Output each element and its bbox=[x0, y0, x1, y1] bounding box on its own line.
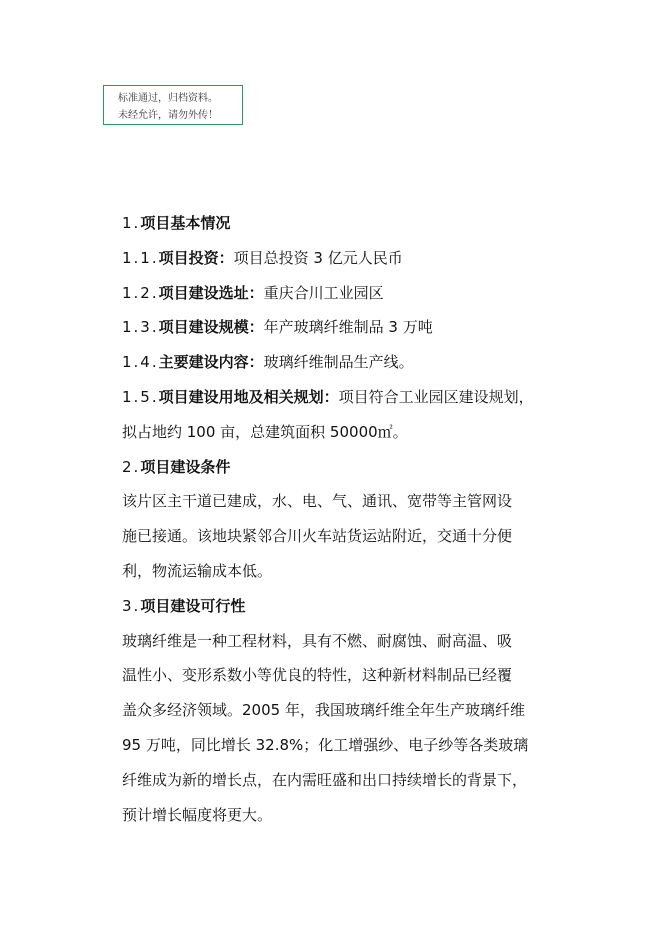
item-label: 项目建设选址： bbox=[158, 283, 264, 302]
section-title: 项目基本情况 bbox=[140, 214, 231, 232]
item-number: 1.5. bbox=[122, 387, 159, 406]
item-number: 1.1. bbox=[122, 248, 159, 267]
item-label: 主要建设内容： bbox=[158, 353, 264, 372]
item-number: 1.4. bbox=[122, 353, 159, 372]
paragraph-line: 95 万吨，同比增长 32.8%；化工增强纱、电子纱等各类玻璃 bbox=[122, 735, 529, 754]
item-label: 项目建设规模： bbox=[158, 318, 264, 337]
item-1-4 bbox=[122, 345, 542, 380]
paragraph-line: 该片区主干道已建成，水、电、气、通讯、宽带等主管网设 bbox=[122, 492, 513, 511]
paragraph-line: 预计增长幅度将更大。 bbox=[122, 805, 273, 824]
item-text: 项目符合工业园区建设规划， bbox=[338, 387, 534, 406]
item-text: 项目总投资 3 亿元人民币 bbox=[233, 248, 403, 267]
section-number: 2. bbox=[122, 457, 141, 476]
item-label: 项目建设用地及相关规划： bbox=[158, 387, 339, 406]
section-title: 项目建设可行性 bbox=[140, 596, 246, 615]
item-1-5-continued: 拟占地约 100 亩，总建筑面积 50000㎡。 bbox=[122, 422, 408, 441]
paragraph-line: 利，物流运输成本低。 bbox=[122, 561, 273, 580]
item-1-5 bbox=[122, 380, 542, 415]
paragraph-line: 施已接通。该地块紧邻合川火车站货运站附近，交通十分便 bbox=[122, 527, 513, 546]
document-body bbox=[122, 206, 542, 832]
item-text: 重庆合川工业园区 bbox=[263, 283, 384, 302]
section-number: 3. bbox=[122, 596, 141, 615]
stamp-line-2: 未经允许，请勿外传！ bbox=[118, 110, 218, 121]
paragraph-line: 盖众多经济领域。2005 年，我国玻璃纤维全年生产玻璃纤维 bbox=[122, 701, 525, 720]
item-1-1 bbox=[122, 241, 542, 276]
stamp-line-1: 标准通过，归档资料。 bbox=[118, 93, 218, 104]
item-1-3 bbox=[122, 310, 542, 345]
heading-section-2 bbox=[122, 450, 542, 485]
heading-section-3 bbox=[122, 589, 542, 624]
item-number: 1.2. bbox=[122, 283, 159, 302]
approval-stamp-box bbox=[103, 85, 243, 125]
paragraph-line: 温性小、变形系数小等优良的特性，这种新材料制品已经覆 bbox=[122, 666, 513, 685]
paragraph-line: 纤维成为新的增长点，在内需旺盛和出口持续增长的背景下， bbox=[122, 770, 528, 789]
item-text: 玻璃纤维制品生产线。 bbox=[263, 353, 414, 372]
item-text: 年产玻璃纤维制品 3 万吨 bbox=[263, 318, 433, 337]
heading-section-1 bbox=[122, 206, 542, 241]
section-title: 项目建设条件 bbox=[140, 457, 231, 476]
item-label: 项目投资： bbox=[158, 248, 234, 267]
paragraph-line: 玻璃纤维是一种工程材料，具有不燃、耐腐蚀、耐高温、吸 bbox=[122, 631, 513, 650]
item-number: 1.3. bbox=[122, 318, 159, 337]
section-number: 1. bbox=[122, 214, 141, 232]
item-1-2 bbox=[122, 276, 542, 311]
